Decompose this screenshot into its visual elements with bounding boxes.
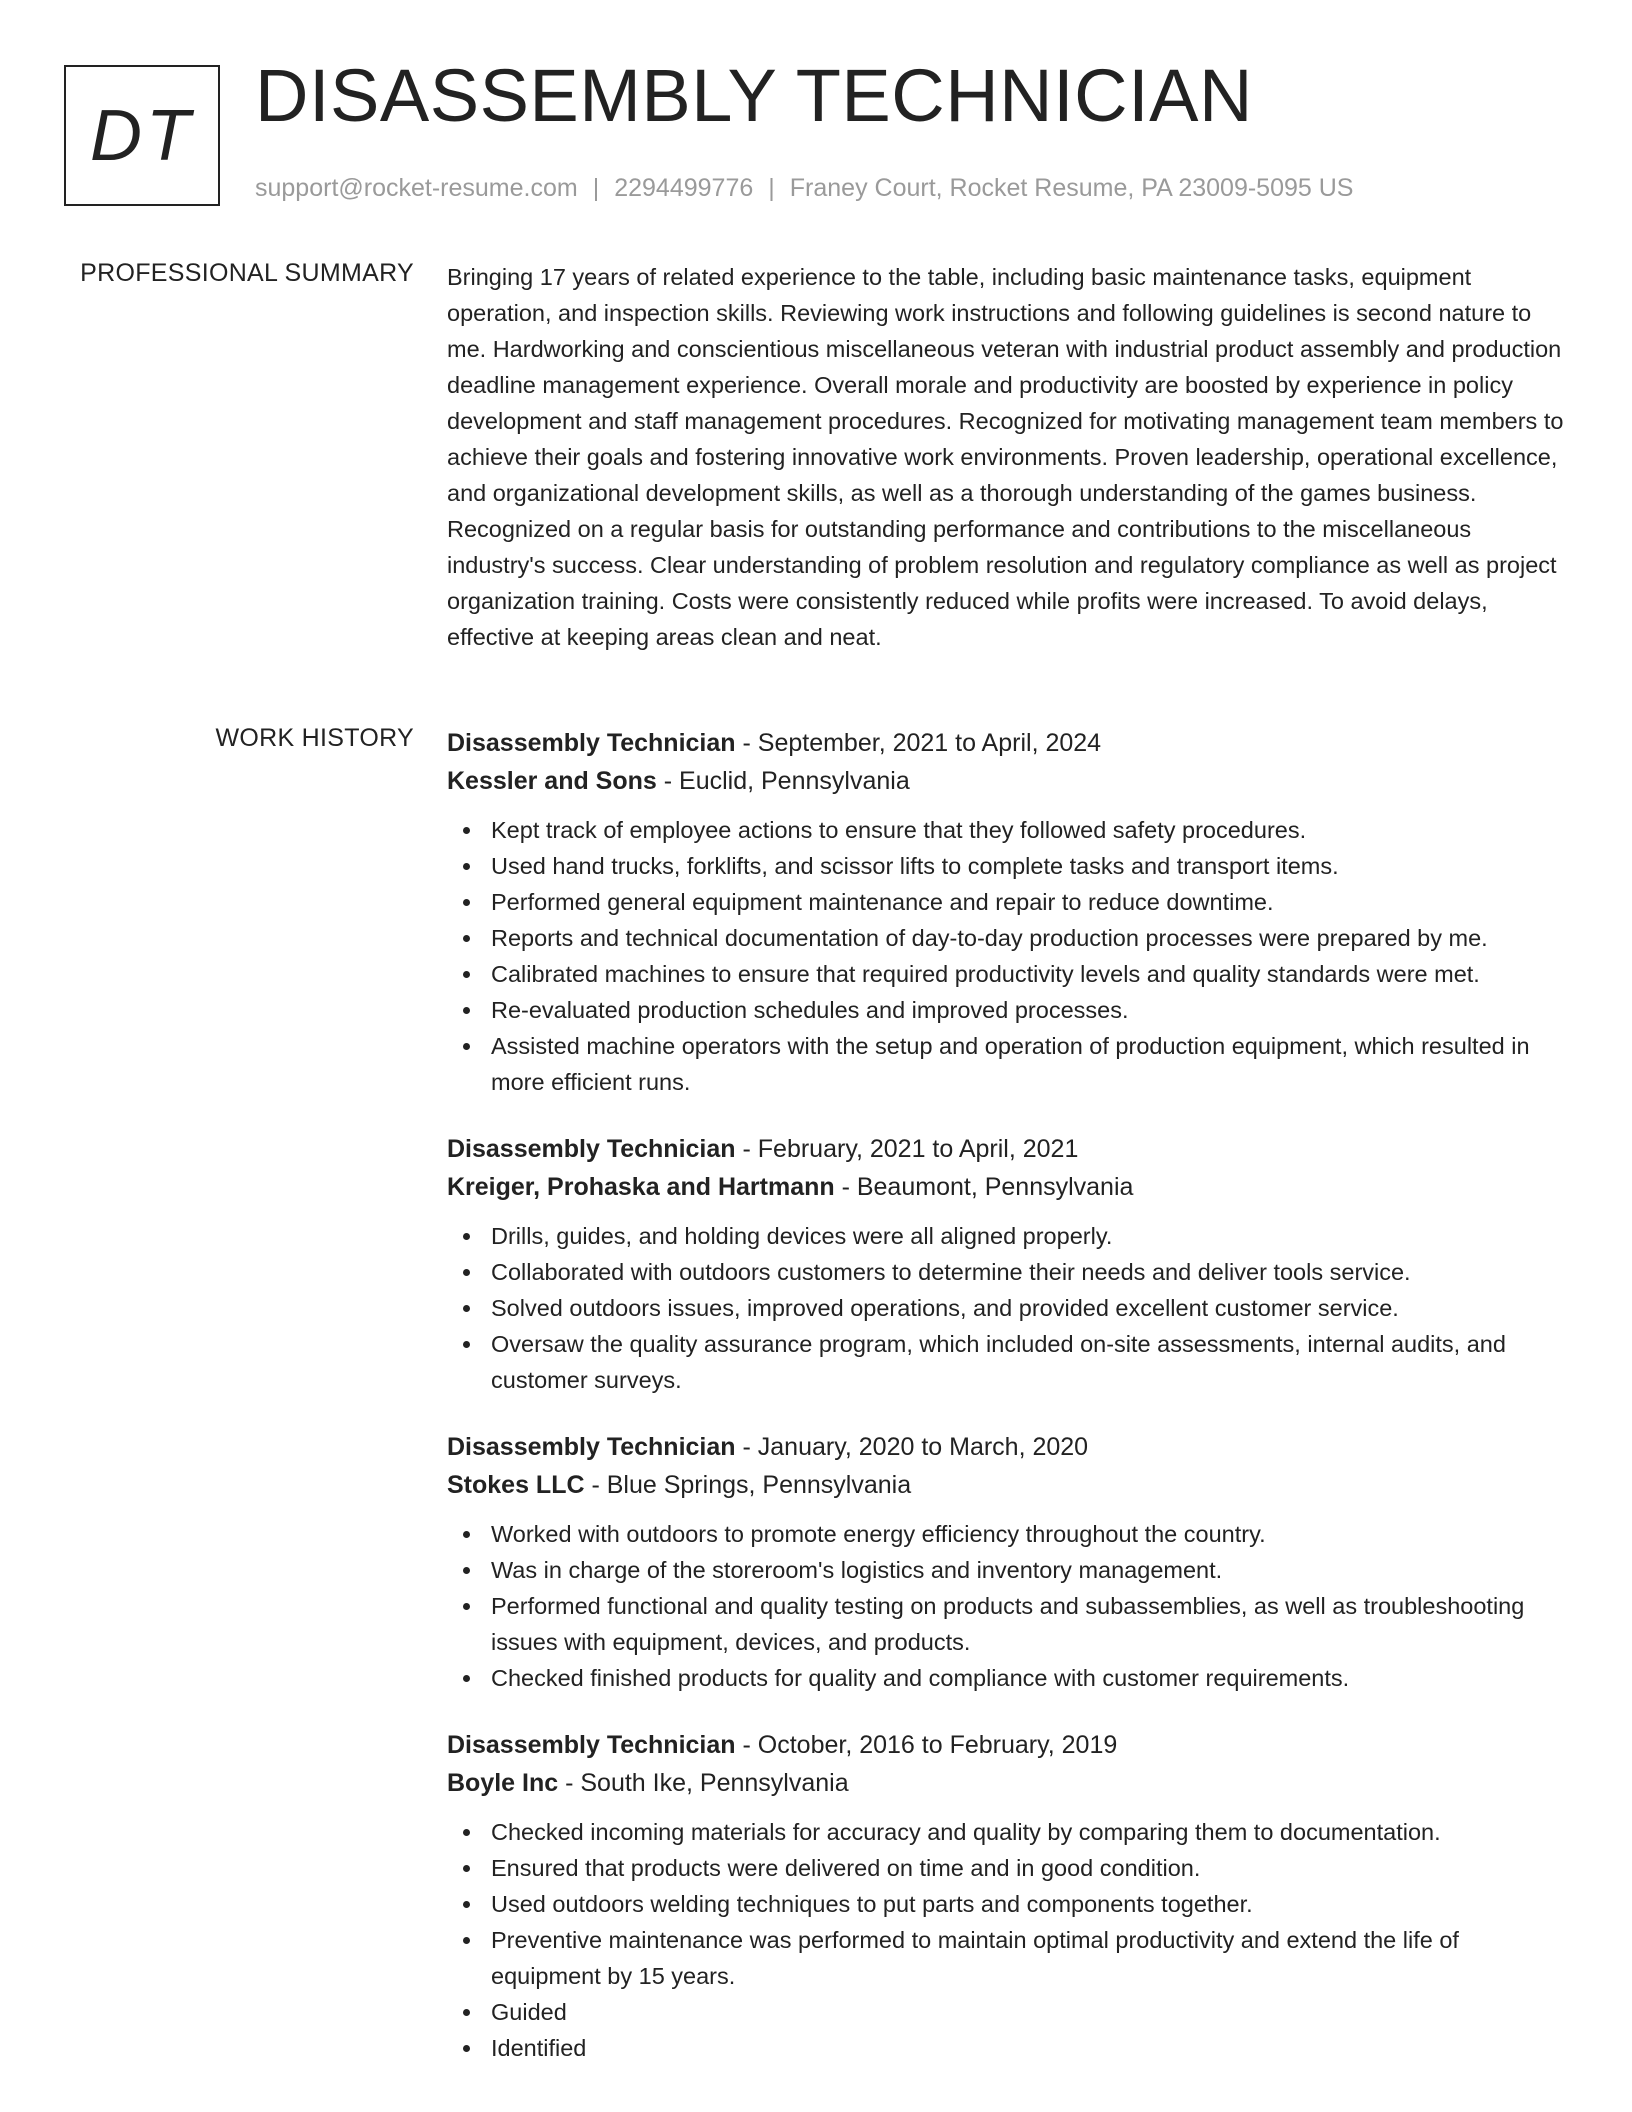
job-dates: - September, 2021 to April, 2024 — [735, 729, 1102, 757]
job-entry — [447, 1726, 1567, 2066]
bullet-item: Performed functional and quality testing on products and subassemblies, as well as troubleshooting issues with equipment, devices, and products. — [491, 1588, 1567, 1660]
job-entry — [447, 1428, 1567, 1696]
job-bullets — [447, 1218, 1567, 1398]
bullet-item: Guided — [491, 1994, 1567, 2030]
job-company: Kreiger, Prohaska and Hartmann — [447, 1173, 835, 1201]
page-title: DISASSEMBLY TECHNICIAN — [255, 54, 1253, 137]
contact-separator: | — [592, 174, 600, 202]
bullet-item: Checked incoming materials for accuracy and quality by comparing them to documentation. — [491, 1814, 1567, 1850]
bullet-item: Assisted machine operators with the setup and operation of production equipment, which resulted in more efficient runs. — [491, 1028, 1567, 1100]
bullet-item: Performed general equipment maintenance and repair to reduce downtime. — [491, 884, 1567, 920]
job-title-line — [447, 1428, 1567, 1466]
monogram-box — [64, 65, 220, 206]
job-title-line — [447, 724, 1567, 762]
job-entry — [447, 1130, 1567, 1398]
job-location: - Beaumont, Pennsylvania — [834, 1173, 1134, 1201]
bullet-item: Oversaw the quality assurance program, which included on-site assessments, internal audits, and customer surveys. — [491, 1326, 1567, 1398]
section-label-work-history: WORK HISTORY — [215, 724, 414, 752]
section-label-professional-summary: PROFESSIONAL SUMMARY — [80, 259, 414, 287]
bullet-item: Re-evaluated production schedules and improved processes. — [491, 992, 1567, 1028]
job-location: - South Ike, Pennsylvania — [558, 1769, 849, 1797]
bullet-item: Ensured that products were delivered on time and in good condition. — [491, 1850, 1567, 1886]
bullet-item: Reports and technical documentation of day-to-day production processes were prepared by me. — [491, 920, 1567, 956]
bullet-item: Worked with outdoors to promote energy efficiency throughout the country. — [491, 1516, 1567, 1552]
job-company-line — [447, 1466, 1567, 1504]
bullet-item: Drills, guides, and holding devices were all aligned properly. — [491, 1218, 1567, 1254]
contact-phone: 2294499776 — [614, 174, 754, 202]
job-company: Kessler and Sons — [447, 767, 657, 795]
job-title-line — [447, 1130, 1567, 1168]
work-history-list — [447, 724, 1567, 2096]
job-company-line — [447, 1168, 1567, 1206]
bullet-item: Used outdoors welding techniques to put parts and components together. — [491, 1886, 1567, 1922]
contact-address: Franey Court, Rocket Resume, PA 23009-5095 US — [789, 174, 1354, 202]
job-dates: - January, 2020 to March, 2020 — [735, 1433, 1089, 1461]
job-bullets — [447, 1516, 1567, 1696]
summary-text: Bringing 17 years of related experience to the table, including basic maintenance tasks, equipment operation, and inspection skills. Reviewing work instructions and following guidelines is second nature to me. Hardworking and conscientious miscellaneous veteran with industrial product assembly and production deadline management experience. Overall morale and productivity are boosted by experience in policy development and staff management procedures. Recognized for motivating management team members to achieve their goals and fostering innovative work environments. Proven leadership, operational excellence, and organizational development skills, as well as a thorough understanding of the games business. Recognized on a regular basis for outstanding performance and contributions to the miscellaneous industry's success. Clear understanding of problem resolution and regulatory compliance as well as project organization training. Costs were consistently reduced while profits were increased. To avoid delays, effective at keeping areas clean and neat. — [447, 264, 1564, 650]
contact-email: support@rocket-resume.com — [255, 174, 578, 202]
bullet-item: Was in charge of the storeroom's logistics and inventory management. — [491, 1552, 1567, 1588]
job-title-line — [447, 1726, 1567, 1764]
contact-line — [255, 174, 1353, 203]
bullet-item: Solved outdoors issues, improved operations, and provided excellent customer service. — [491, 1290, 1567, 1326]
job-company-line — [447, 762, 1567, 800]
job-company: Stokes LLC — [447, 1471, 585, 1499]
monogram-initials: DT — [90, 95, 194, 176]
job-location: - Blue Springs, Pennsylvania — [584, 1471, 912, 1499]
job-title: Disassembly Technician — [447, 1433, 736, 1461]
bullet-item: Collaborated with outdoors customers to determine their needs and deliver tools service. — [491, 1254, 1567, 1290]
bullet-item: Used hand trucks, forklifts, and scissor lifts to complete tasks and transport items. — [491, 848, 1567, 884]
bullet-item: Calibrated machines to ensure that required productivity levels and quality standards were met. — [491, 956, 1567, 992]
contact-separator: | — [768, 174, 775, 202]
bullet-item: Checked finished products for quality and compliance with customer requirements. — [491, 1660, 1567, 1696]
bullet-item: Kept track of employee actions to ensure that they followed safety procedures. — [491, 812, 1567, 848]
job-entry — [447, 724, 1567, 1100]
job-title: Disassembly Technician — [447, 729, 736, 757]
job-location: - Euclid, Pennsylvania — [656, 767, 910, 795]
job-dates: - February, 2021 to April, 2021 — [735, 1135, 1079, 1163]
job-title: Disassembly Technician — [447, 1731, 736, 1759]
job-bullets — [447, 812, 1567, 1100]
job-company-line — [447, 1764, 1567, 1802]
job-company: Boyle Inc — [447, 1769, 559, 1797]
bullet-item: Identified — [491, 2030, 1567, 2066]
job-bullets — [447, 1814, 1567, 2066]
job-dates: - October, 2016 to February, 2019 — [735, 1731, 1118, 1759]
job-title: Disassembly Technician — [447, 1135, 736, 1163]
bullet-item: Preventive maintenance was performed to maintain optimal productivity and extend the life of equipment by 15 years. — [491, 1922, 1567, 1994]
